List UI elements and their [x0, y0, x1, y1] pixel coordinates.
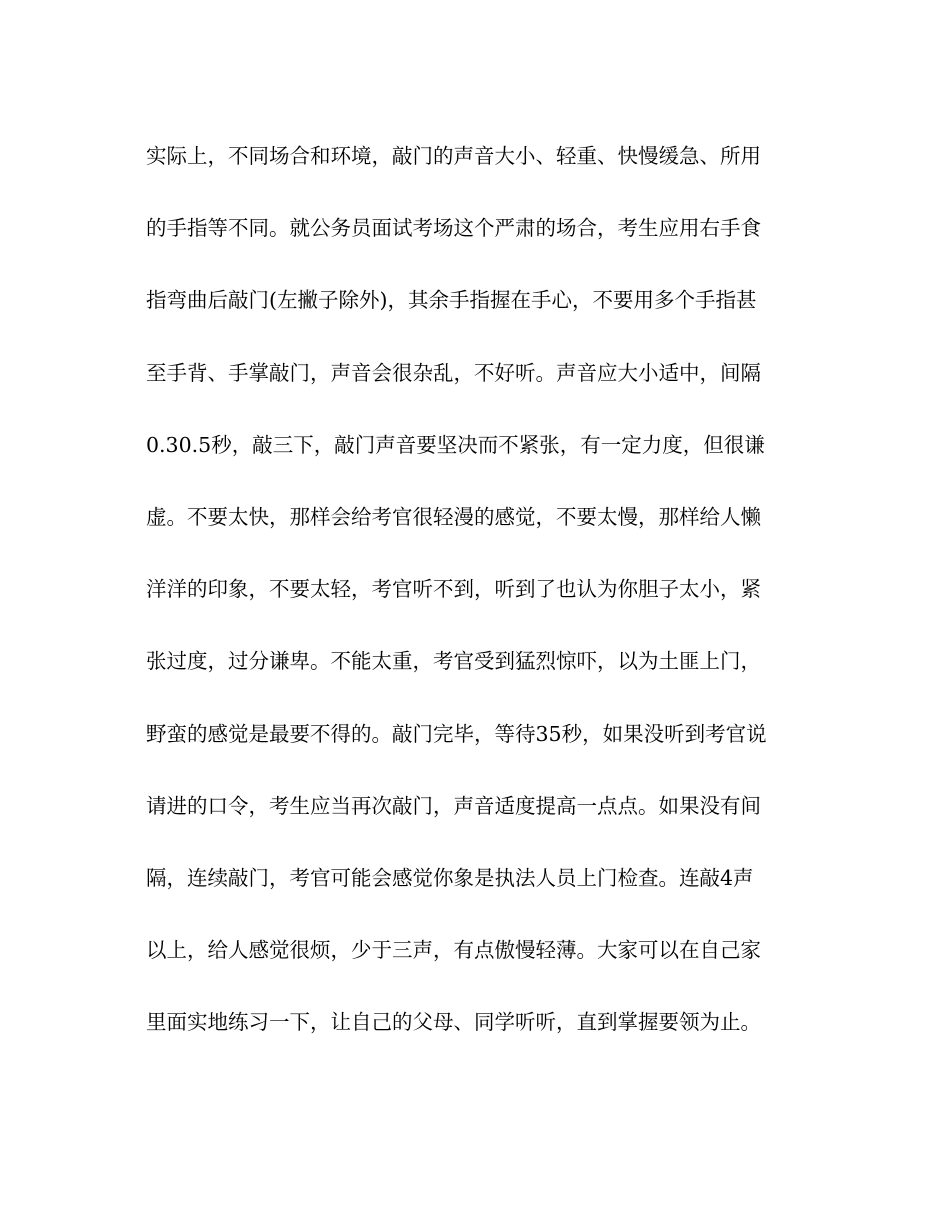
paragraph-line: 指弯曲后敲门(左撇子除外)，其余手指握在手心，不要用多个手指甚 — [146, 288, 757, 313]
paragraph-line: 至手背、手掌敲门，声音会很杂乱，不好听。声音应大小适中，间隔 — [146, 360, 761, 385]
body-paragraph — [146, 138, 811, 1076]
paragraph-line: 野蛮的感觉是最要不得的。敲门完毕，等待35秒，如果没听到考官说 — [146, 721, 767, 746]
paragraph-line: 0.30.5秒，敲三下，敲门声音要坚决而不紧张，有一定力度，但很谦 — [146, 432, 765, 457]
paragraph-line: 的手指等不同。就公务员面试考场这个严肃的场合，考生应用右手食 — [146, 216, 761, 241]
paragraph-line: 以上，给人感觉很烦，少于三声，有点傲慢轻薄。大家可以在自己家 — [146, 938, 761, 963]
paragraph-line: 请进的口令，考生应当再次敲门，声音适度提高一点点。如果没有间 — [146, 793, 761, 818]
paragraph-line: 里面实地练习一下，让自己的父母、同学听听，直到掌握要领为止。 — [146, 1010, 761, 1035]
paragraph-line: 虚。不要太快，那样会给考官很轻漫的感觉，不要太慢，那样给人懒 — [146, 504, 761, 529]
paragraph-line: 张过度，过分谦卑。不能太重，考官受到猛烈惊吓，以为土匪上门， — [146, 649, 761, 674]
paragraph-line: 洋洋的印象，不要太轻，考官听不到，听到了也认为你胆子太小，紧 — [146, 577, 761, 602]
paragraph-line: 实际上，不同场合和环境，敲门的声音大小、轻重、快慢缓急、所用 — [146, 144, 761, 168]
paragraph-line: 隔，连续敲门，考官可能会感觉你象是执法人员上门检查。连敲4声 — [146, 865, 754, 890]
